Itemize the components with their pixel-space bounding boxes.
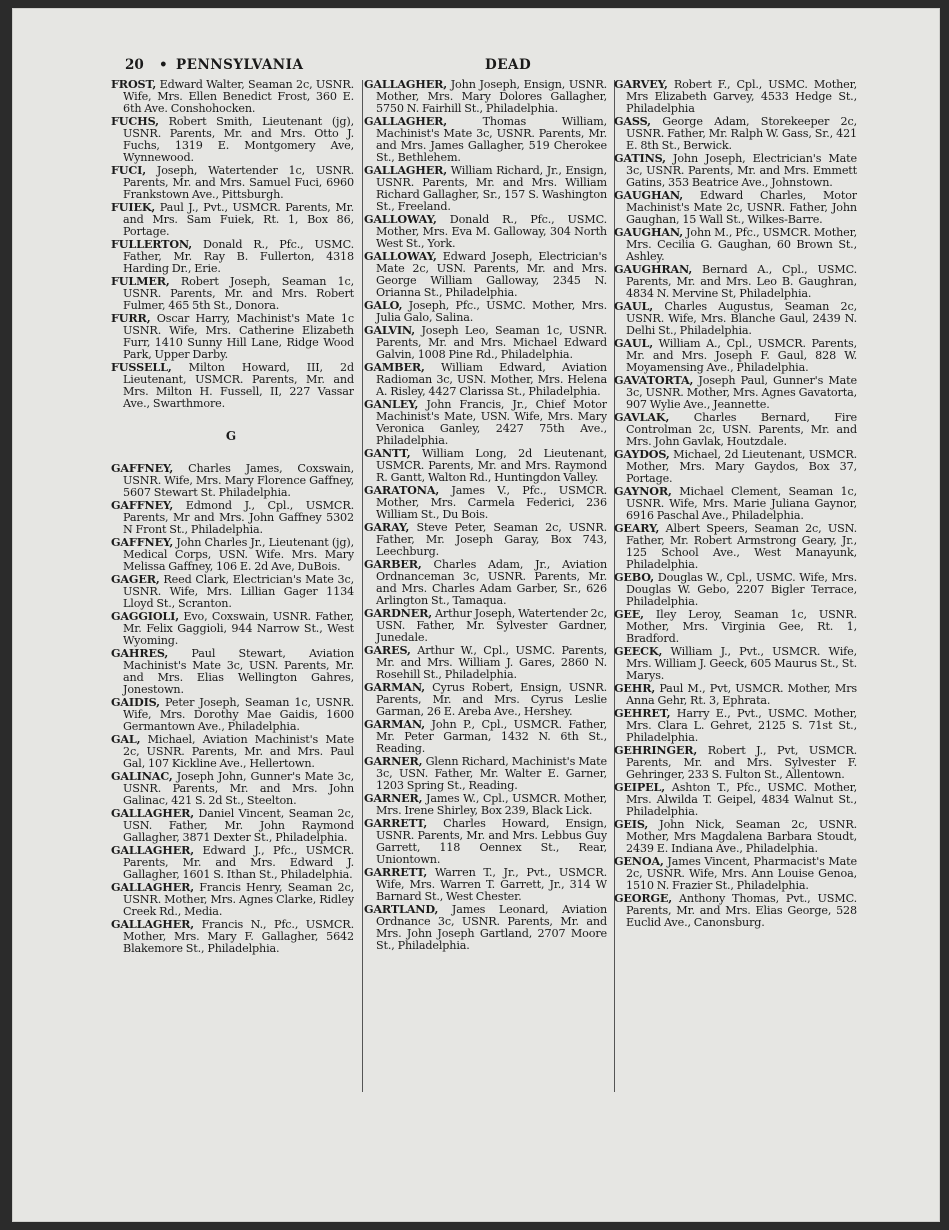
casualty-entry xyxy=(611,411,857,448)
casualty-details: John Francis, Jr., Chief Motor Machinist's Mate, USN. Wife, Mrs. Mary Veronica Ganley, 2427 75th Ave., Philadelphia. xyxy=(376,398,607,447)
casualty-entry xyxy=(361,484,607,521)
casualty-details: Michael, Aviation Machinist's Mate 2c, USNR. Parents, Mr. and Mrs. Paul Gal, 107 Kickline Ave., Hellertown. xyxy=(123,733,354,770)
casualty-entry xyxy=(361,792,607,817)
casualty-details: Robert Smith, Lieutenant (jg), USNR. Parents, Mr. and Mrs. Otto J. Fuchs, 1319 E. Montgomery Ave, Wynnewood. xyxy=(123,115,354,164)
casualty-details: Arthur W., Cpl., USMC. Parents, Mr. and Mrs. William J. Gares, 2860 N. Rosehill St., Philadelphia. xyxy=(376,644,607,681)
casualty-details: George Adam, Storekeeper 2c, USNR. Father, Mr. Ralph W. Gass, Sr., 421 E. 8th St., Berwick. xyxy=(626,115,857,152)
casualty-surname: GARDNER, xyxy=(364,606,432,620)
casualty-details: Francis Henry, Seaman 2c, USNR. Mother, Mrs. Agnes Clarke, Ridley Creek Rd., Media. xyxy=(123,881,354,918)
casualty-surname: GALINAC, xyxy=(111,769,173,783)
casualty-surname: GAUGHAN, xyxy=(614,188,683,202)
casualty-entry xyxy=(108,361,354,410)
casualty-surname: FROST, xyxy=(111,78,157,91)
casualty-entry xyxy=(108,918,354,955)
casualty-details: Joseph Leo, Seaman 1c, USNR. Parents, Mr. and Mrs. Michael Edward Galvin, 1008 Pine Rd., Philadelphia. xyxy=(376,324,607,361)
casualty-surname: GAYDOS, xyxy=(614,447,670,461)
casualty-entry xyxy=(611,781,857,818)
casualty-details: Paul J., Pvt., USMCR. Parents, Mr. and Mrs. Sam Fuiek, Rt. 1, Box 86, Portage. xyxy=(123,201,354,238)
casualty-details: Joseph Paul, Gunner's Mate 3c, USNR. Mother, Mrs. Agnes Gavatorta, 907 Wylie Ave., Jeannette. xyxy=(626,374,857,411)
casualty-details: Cyrus Robert, Ensign, USNR. Parents, Mr. and Mrs. Cyrus Leslie Garman, 26 E. Areba Ave., Hershey. xyxy=(376,681,607,718)
casualty-details: William Edward, Aviation Radioman 3c, USN. Mother, Mrs. Helena A. Risley, 4427 Clarissa St., Philadelphia. xyxy=(376,361,607,398)
casualty-entry xyxy=(611,522,857,571)
casualty-surname: GALLAGHER, xyxy=(364,114,447,128)
casualty-surname: GENOA, xyxy=(614,854,664,868)
casualty-surname: GAYNOR, xyxy=(614,484,672,498)
casualty-surname: GALLAGHER, xyxy=(111,880,194,894)
casualty-details: Edmond J., Cpl., USMCR. Parents, Mr and Mrs. John Gaffney 5302 N Front St., Philadelphia. xyxy=(123,499,354,536)
casualty-details: William A., Cpl., USMCR. Parents, Mr. and Mrs. Joseph F. Gaul, 828 W. Moyamensing Ave., Philadelphia. xyxy=(626,337,857,374)
column-3 xyxy=(611,78,857,1094)
casualty-surname: GEIPEL, xyxy=(614,780,665,794)
casualty-entry xyxy=(361,213,607,250)
casualty-details: Robert F., Cpl., USMC. Mother, Mrs Elizabeth Garvey, 4533 Hedge St., Philadelphia xyxy=(626,78,857,115)
casualty-surname: GAHRES, xyxy=(111,646,169,660)
casualty-surname: GARTLAND, xyxy=(364,902,439,916)
casualty-entry xyxy=(611,855,857,892)
casualty-surname: GARMAN, xyxy=(364,680,425,694)
casualty-details: Daniel Vincent, Seaman 2c, USN. Father, Mr. John Raymond Gallagher, 3871 Dexter St., Philadelphia. xyxy=(123,807,354,844)
casualty-entry xyxy=(108,462,354,499)
casualty-surname: GALVIN, xyxy=(364,323,416,337)
casualty-entry xyxy=(108,78,354,115)
casualty-entry xyxy=(361,866,607,903)
casualty-entry xyxy=(611,374,857,411)
casualty-entry xyxy=(361,521,607,558)
casualty-entry xyxy=(361,447,607,484)
casualty-surname: GARVEY, xyxy=(614,78,668,91)
casualty-entry xyxy=(611,189,857,226)
casualty-details: Charles Adam, Jr., Aviation Ordnanceman 3c, USNR. Parents, Mr. and Mrs. Charles Adam Garber, Sr., 626 Arlington St., Tamaqua. xyxy=(376,558,607,607)
casualty-surname: GAIDIS, xyxy=(111,695,160,709)
casualty-entry xyxy=(611,744,857,781)
casualty-entry xyxy=(108,573,354,610)
casualty-surname: GATINS, xyxy=(614,151,666,165)
casualty-details: Michael Clement, Seaman 1c, USNR. Wife, Mrs. Marie Juliana Gaynor, 6916 Paschal Ave., Philadelphia. xyxy=(626,485,857,522)
casualty-surname: GAMBER, xyxy=(364,360,425,374)
casualty-entry xyxy=(611,78,857,115)
casualty-entry xyxy=(108,733,354,770)
casualty-details: Oscar Harry, Machinist's Mate 1c USNR. Wife, Mrs. Catherine Elizabeth Furr, 1410 Sunny Hill Lane, Ridge Wood Park, Upper Darby. xyxy=(123,312,354,361)
casualty-entry xyxy=(611,608,857,645)
casualty-details: Harry E., Pvt., USMC. Mother, Mrs. Clara L. Gehret, 2125 S. 71st St., Philadelphia. xyxy=(626,707,857,744)
casualty-surname: FUIEK, xyxy=(111,200,156,214)
casualty-details: Charles Howard, Ensign, USNR. Parents, Mr. and Mrs. Lebbus Guy Garrett, 118 Oennex St., Rear, Uniontown. xyxy=(376,817,607,866)
state-heading: PENNSYLVANIA xyxy=(176,57,304,73)
casualty-surname: GALLAGHER, xyxy=(111,806,194,820)
casualty-entry xyxy=(361,78,607,115)
casualty-surname: GALLOWAY, xyxy=(364,212,437,226)
casualty-entry xyxy=(108,499,354,536)
casualty-entry xyxy=(361,755,607,792)
casualty-surname: GARRETT, xyxy=(364,816,428,830)
casualty-entry xyxy=(361,250,607,299)
casualty-entry xyxy=(361,324,607,361)
casualty-entry xyxy=(361,903,607,952)
casualty-surname: GARATONA, xyxy=(364,483,440,497)
casualty-entry xyxy=(611,485,857,522)
casualty-entry xyxy=(361,115,607,164)
casualty-details: Anthony Thomas, Pvt., USMC. Parents, Mr. and Mrs. Elias George, 528 Euclid Ave., Canonsburg. xyxy=(626,892,857,929)
casualty-details: Edward Walter, Seaman 2c, USNR. Wife, Mrs. Ellen Benedict Frost, 360 E. 6th Ave. Conshohocken. xyxy=(123,78,354,115)
casualty-surname: GARAY, xyxy=(364,520,410,534)
casualty-details: Joseph, Pfc., USMC. Mother, Mrs. Julia Galo, Salina. xyxy=(376,299,607,324)
casualty-entry xyxy=(108,770,354,807)
casualty-details: Michael, 2d Lieutenant, USMCR. Mother, Mrs. Mary Gaydos, Box 37, Portage. xyxy=(626,448,857,485)
casualty-details: Robert Joseph, Seaman 1c, USNR. Parents, Mr. and Mrs. Robert Fulmer, 465 5th St., Donora. xyxy=(123,275,354,312)
casualty-surname: GARES, xyxy=(364,643,411,657)
casualty-entry xyxy=(108,610,354,647)
casualty-surname: GAGGIOLI, xyxy=(111,609,179,623)
casualty-details: Arthur Joseph, Watertender 2c, USN. Father, Mr. Sylvester Gardner, Junedale. xyxy=(376,607,607,644)
casualty-surname: GAFFNEY, xyxy=(111,461,174,475)
casualty-surname: GALLAGHER, xyxy=(111,843,194,857)
casualty-surname: FULLERTON, xyxy=(111,237,193,251)
casualty-entry xyxy=(611,337,857,374)
casualty-surname: GALLAGHER, xyxy=(111,917,194,931)
casualty-surname: GAFFNEY, xyxy=(111,535,174,549)
column-2 xyxy=(361,78,607,1094)
casualty-entry xyxy=(611,263,857,300)
casualty-entry xyxy=(108,201,354,238)
casualty-surname: GALLAGHER, xyxy=(364,163,447,177)
casualty-details: James Leonard, Aviation Ordnance 3c, USNR. Parents, Mr. and Mrs. John Joseph Gartland, 2707 Moore St., Philadelphia. xyxy=(376,903,607,952)
casualty-details: William J., Pvt., USMCR. Wife, Mrs. William J. Geeck, 605 Maurus St., St. Marys. xyxy=(626,645,857,682)
casualty-surname: GASS, xyxy=(614,114,651,128)
casualty-entry xyxy=(108,115,354,164)
casualty-entry xyxy=(108,844,354,881)
casualty-surname: GAFFNEY, xyxy=(111,498,174,512)
casualty-entry xyxy=(611,300,857,337)
casualty-details: Warren T., Jr., Pvt., USMCR. Wife, Mrs. Warren T. Garrett, Jr., 314 W Barnard St., West Chester. xyxy=(376,866,607,903)
casualty-entry xyxy=(361,607,607,644)
casualty-entry xyxy=(108,807,354,844)
casualty-entry xyxy=(611,448,857,485)
casualty-details: William Richard, Jr., Ensign, USNR. Parents, Mr. and Mrs. William Richard Gallagher, Sr., 157 S. Washington St., Freeland. xyxy=(376,164,607,213)
casualty-surname: GAGER, xyxy=(111,572,160,586)
casualty-surname: GAUL, xyxy=(614,336,654,350)
casualty-surname: GARMAN, xyxy=(364,717,425,731)
casualty-details: John Nick, Seaman 2c, USNR. Mother, Mrs Magdalena Barbara Stoudt, 2439 E. Indiana Ave., Philadelphia. xyxy=(626,818,857,855)
casualty-entry xyxy=(611,682,857,707)
casualty-entry xyxy=(611,115,857,152)
casualty-entry xyxy=(361,361,607,398)
casualty-details: Thomas William, Machinist's Mate 3c, USNR. Parents, Mr. and Mrs. James Gallagher, 519 Cherokee St., Bethlehem. xyxy=(376,115,607,164)
casualty-details: Edward Charles, Motor Machinist's Mate 2c, USNR. Father, John Gaughan, 15 Wall St., Wilkes-Barre. xyxy=(626,189,857,226)
casualty-details: Charles Bernard, Fire Controlman 2c, USN. Parents, Mr. and Mrs. John Gavlak, Houtzdale. xyxy=(626,411,857,448)
casualty-details: Paul M., Pvt, USMCR. Mother, Mrs Anna Gehr, Rt. 3, Ephrata. xyxy=(626,682,857,707)
casualty-surname: GAUL, xyxy=(614,299,654,313)
casualty-surname: GANTT, xyxy=(364,446,411,460)
casualty-entry xyxy=(108,696,354,733)
casualty-entry xyxy=(361,681,607,718)
casualty-surname: FURR, xyxy=(111,311,151,325)
casualty-entry xyxy=(611,571,857,608)
casualty-surname: GARBER, xyxy=(364,557,422,571)
casualty-details: Charles James, Coxswain, USNR. Wife, Mrs. Mary Florence Gaffney, 5607 Stewart St. Philadelphia. xyxy=(123,462,354,499)
section-letter: G xyxy=(225,429,237,443)
casualty-details: John Joseph, Ensign, USNR. Mother, Mrs. Mary Dolores Gallagher, 5750 N. Fairhill St., Philadelphia. xyxy=(376,78,607,115)
casualty-surname: GAL, xyxy=(111,732,141,746)
page-number: 20 xyxy=(125,57,144,73)
casualty-entry xyxy=(361,644,607,681)
casualty-entry xyxy=(108,164,354,201)
casualty-surname: GEORGE, xyxy=(614,891,673,905)
casualty-entry xyxy=(611,818,857,855)
casualty-entry xyxy=(611,226,857,263)
casualty-surname: FULMER, xyxy=(111,274,170,288)
casualty-details: Joseph, Watertender 1c, USNR. Parents, Mr. and Mrs. Samuel Fuci, 6960 Frankstown Ave., Pittsburgh. xyxy=(123,164,354,201)
casualty-surname: GEECK, xyxy=(614,644,663,658)
casualty-entry xyxy=(108,275,354,312)
casualty-details: William Long, 2d Lieutenant, USMCR. Parents, Mr. and Mrs. Raymond R. Gantt, Walton Rd., Huntingdon Valley. xyxy=(376,447,607,484)
casualty-surname: GAUGHRAN, xyxy=(614,262,693,276)
casualty-details: Robert J., Pvt, USMCR. Parents, Mr. and Mrs. Sylvester F. Gehringer, 233 S. Fulton St., Allentown. xyxy=(626,744,857,781)
casualty-surname: FUCHS, xyxy=(111,114,159,128)
casualty-surname: GEIS, xyxy=(614,817,649,831)
casualty-surname: GAVLAK, xyxy=(614,410,670,424)
casualty-surname: GARNER, xyxy=(364,754,423,768)
casualty-details: Joseph John, Gunner's Mate 3c, USNR. Parents, Mr. and Mrs. John Galinac, 421 S. 2d St., Steelton. xyxy=(123,770,354,807)
header-bullet: • xyxy=(159,57,168,73)
casualty-surname: GEHRET, xyxy=(614,706,671,720)
casualty-details: Evo, Coxswain, USNR. Father, Mr. Felix Gaggioli, 944 Narrow St., West Wyoming. xyxy=(123,610,354,647)
casualty-entry xyxy=(108,238,354,275)
casualty-entry xyxy=(611,892,857,929)
casualty-entry xyxy=(108,647,354,696)
casualty-surname: GARNER, xyxy=(364,791,423,805)
casualty-details: Steve Peter, Seaman 2c, USNR. Father, Mr. Joseph Garay, Box 743, Leechburg. xyxy=(376,521,607,558)
casualty-details: Charles Augustus, Seaman 2c, USNR. Wife, Mrs. Blanche Gaul, 2439 N. Delhi St., Philadelphia. xyxy=(626,300,857,337)
casualty-entry xyxy=(611,152,857,189)
casualty-details: Douglas W., Cpl., USMC. Wife, Mrs. Douglas W. Gebo, 2207 Bigler Terrace, Philadelphia. xyxy=(626,571,857,608)
casualty-surname: FUCI, xyxy=(111,163,146,177)
casualty-details: Glenn Richard, Machinist's Mate 3c, USN. Father, Mr. Walter E. Garner, 1203 Spring St., Reading. xyxy=(376,755,607,792)
casualty-surname: GARRETT, xyxy=(364,865,428,879)
casualty-details: Edward Joseph, Electrician's Mate 2c, USN. Parents, Mr. and Mrs. George William Galloway, 2345 N. Orianna St., Philadelphia. xyxy=(376,250,607,299)
casualty-details: Paul Stewart, Aviation Machinist's Mate 3c, USN. Parents, Mr. and Mrs. Elias Wellington Gahres, Jonestown. xyxy=(123,647,354,696)
casualty-details: James V., Pfc., USMCR. Mother, Mrs. Carmela Federici, 236 William St., Du Bois. xyxy=(376,484,607,521)
casualty-surname: GALO, xyxy=(364,298,403,312)
casualty-surname: GAVATORTA, xyxy=(614,373,694,387)
casualty-surname: FUSSELL, xyxy=(111,360,172,374)
casualty-entry xyxy=(361,558,607,607)
casualty-surname: GANLEY, xyxy=(364,397,419,411)
casualty-entry xyxy=(108,312,354,361)
casualty-details: John Joseph, Electrician's Mate 3c, USNR. Parents, Mr. and Mrs. Emmett Gatins, 353 Beatrice Ave., Johnstown. xyxy=(626,152,857,189)
casualty-surname: GALLAGHER, xyxy=(364,78,447,91)
casualty-surname: GEARY, xyxy=(614,521,660,535)
casualty-details: Reed Clark, Electrician's Mate 3c, USNR. Wife, Mrs. Lillian Gager 1134 Lloyd St., Scranton. xyxy=(123,573,354,610)
casualty-surname: GEE, xyxy=(614,607,644,621)
casualty-details: Milton Howard, III, 2d Lieutenant, USMCR. Parents, Mr. and Mrs. Milton H. Fussell, II, 227 Vassar Ave., Swarthmore. xyxy=(123,361,354,410)
casualty-details: James Vincent, Pharmacist's Mate 2c, USNR. Wife, Mrs. Ann Louise Genoa, 1510 N. Frazier St., Philadelphia. xyxy=(626,855,857,892)
casualty-details: Iley Leroy, Seaman 1c, USNR. Mother, Mrs. Virginia Gee, Rt. 1, Bradford. xyxy=(626,608,857,645)
casualty-details: Ashton T., Pfc., USMC. Mother, Mrs. Alwilda T. Geipel, 4834 Walnut St., Philadelphia. xyxy=(626,781,857,818)
casualty-details: Donald R., Pfc., USMC. Mother, Mrs. Eva M. Galloway, 304 North West St., York. xyxy=(376,213,607,250)
casualty-entry xyxy=(611,707,857,744)
casualty-entry xyxy=(361,817,607,866)
casualty-details: Albert Speers, Seaman 2c, USN. Father, Mr. Robert Armstrong Geary, Jr., 125 School Ave., West Manayunk, Philadelphia. xyxy=(626,522,857,571)
casualty-details: Donald R., Pfc., USMC. Father, Mr. Ray B. Fullerton, 4318 Harding Dr., Erie. xyxy=(123,238,354,275)
casualty-details: Bernard A., Cpl., USMC. Parents, Mr. and Mrs. Leo B. Gaughran, 4834 N. Mervine St, Philadelphia. xyxy=(626,263,857,300)
section-heading: DEAD xyxy=(485,57,532,73)
casualty-surname: GEHRINGER, xyxy=(614,743,698,757)
casualty-details: Peter Joseph, Seaman 1c, USNR. Wife, Mrs. Dorothy Mae Gaidis, 1600 Germantown Ave., Philadelphia. xyxy=(123,696,354,733)
casualty-entry xyxy=(361,299,607,324)
casualty-entry xyxy=(361,398,607,447)
casualty-details: John M., Pfc., USMCR. Mother, Mrs. Cecilia G. Gaughan, 60 Brown St., Ashley. xyxy=(626,226,857,263)
casualty-surname: GEHR, xyxy=(614,681,656,695)
casualty-details: Francis N., Pfc., USMCR. Mother, Mrs. Mary F. Gallagher, 5642 Blakemore St., Philadelphia. xyxy=(123,918,354,955)
casualty-entry xyxy=(361,718,607,755)
column-1 xyxy=(108,78,354,1094)
page-header xyxy=(125,57,873,77)
casualty-entry xyxy=(108,536,354,573)
casualty-surname: GEBO, xyxy=(614,570,654,584)
casualty-details: John Charles Jr., Lieutenant (jg), Medical Corps, USN. Wife. Mrs. Mary Melissa Gaffney, 106 E. 2d Ave, DuBois. xyxy=(123,536,354,573)
casualty-details: James W., Cpl., USMCR. Mother, Mrs. Irene Shirley, Box 239, Black Lick. xyxy=(376,792,607,817)
casualty-details: Edward J., Pfc., USMCR. Parents, Mr. and Mrs. Edward J. Gallagher, 1601 S. Ithan St., Philadelphia. xyxy=(123,844,354,881)
casualty-entry xyxy=(108,881,354,918)
casualty-entry xyxy=(611,645,857,682)
casualty-details: John P., Cpl., USMCR. Father, Mr. Peter Garman, 1432 N. 6th St., Reading. xyxy=(376,718,607,755)
casualty-surname: GAUGHAN, xyxy=(614,225,683,239)
casualty-surname: GALLOWAY, xyxy=(364,249,437,263)
casualty-entry xyxy=(361,164,607,213)
